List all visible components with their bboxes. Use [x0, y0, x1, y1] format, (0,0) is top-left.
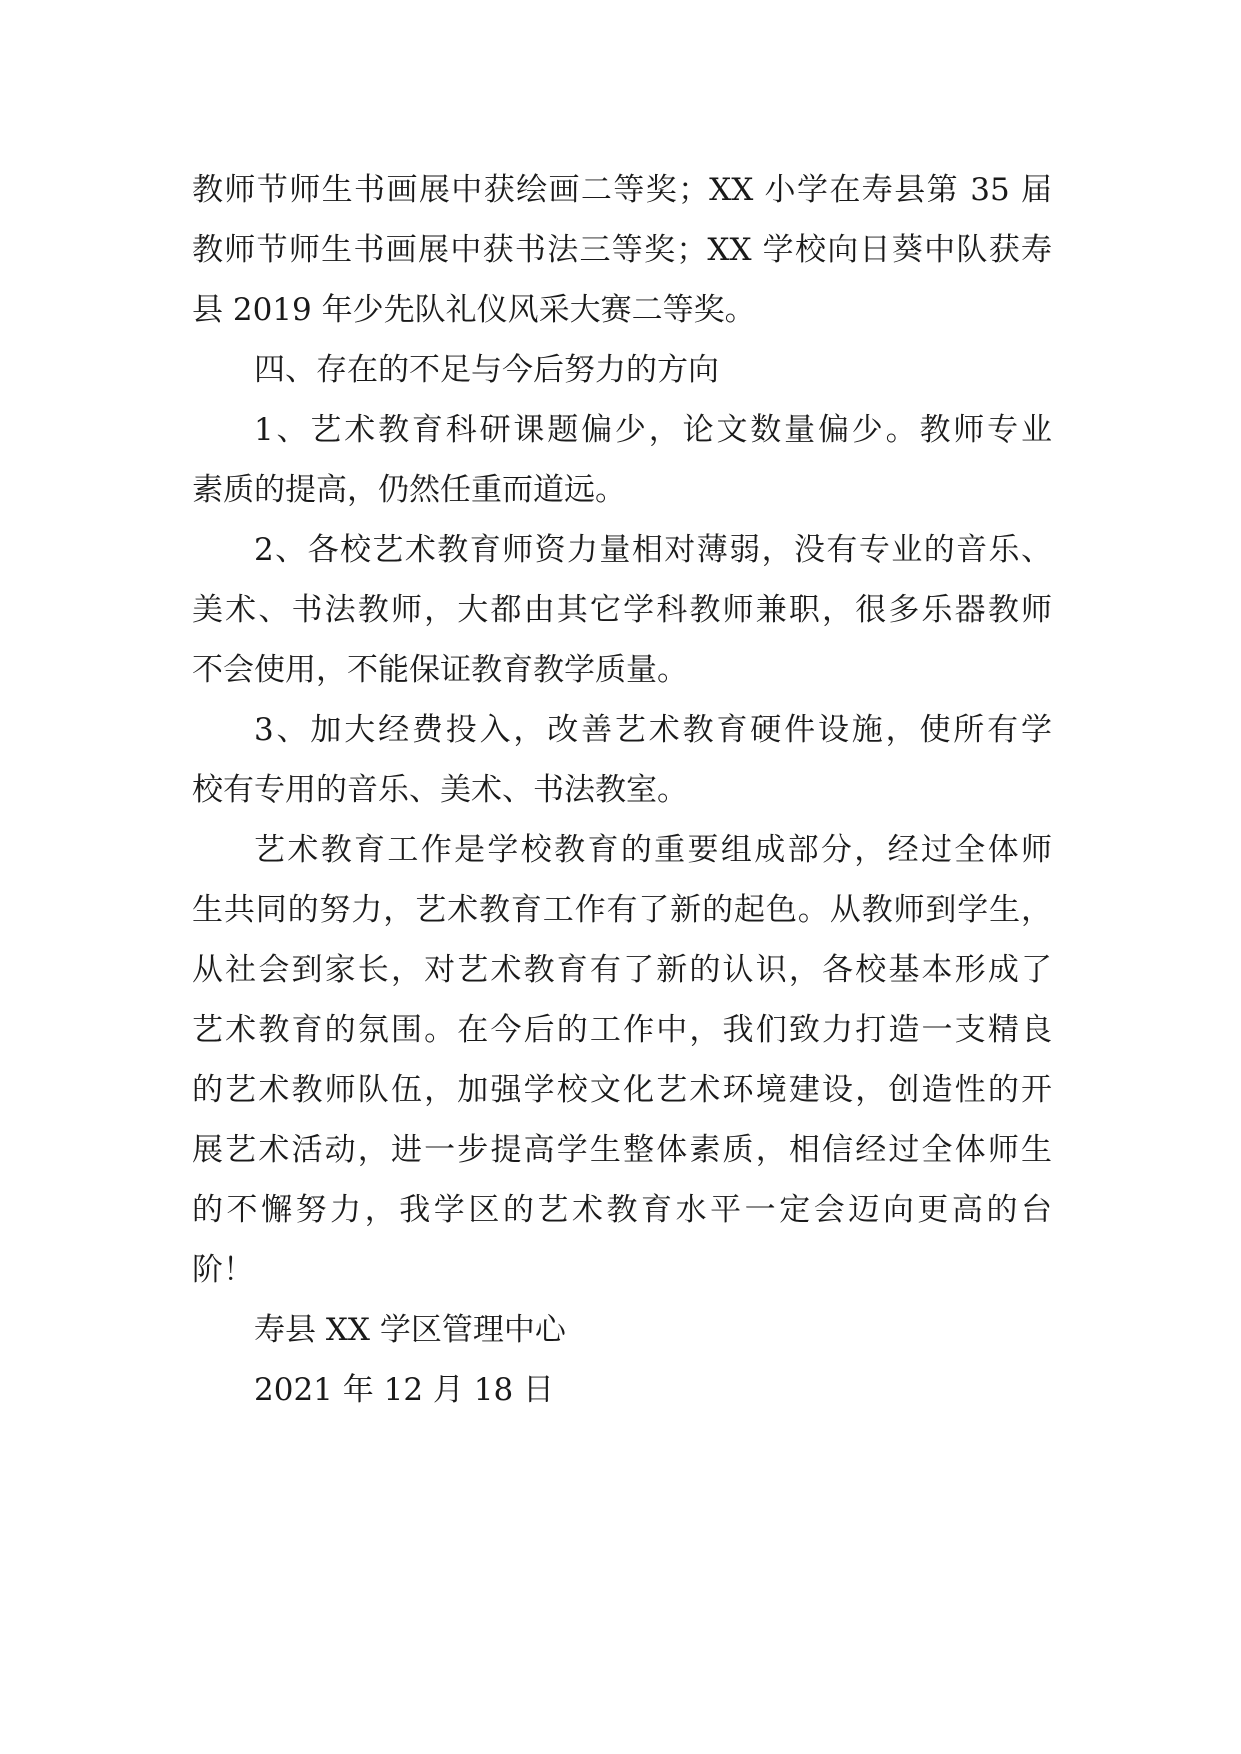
- text-line: 美术、书法教师，大都由其它学科教师兼职，很多乐器教师: [192, 592, 1052, 628]
- text-line: 的不懈努力，我学区的艺术教育水平一定会迈向更高的台: [192, 1192, 1052, 1228]
- signature-date: 2021 年 12 月 18 日: [254, 1372, 555, 1408]
- text-line: 艺术教育工作是学校教育的重要组成部分，经过全体师: [254, 832, 1052, 868]
- document-body: [192, 160, 1052, 1420]
- text-line: 艺术教育的氛围。在今后的工作中，我们致力打造一支精良: [192, 1012, 1052, 1048]
- text-line: 的艺术教师队伍，加强学校文化艺术环境建设，创造性的开: [192, 1072, 1052, 1108]
- text-line: 教师节师生书画展中获书法三等奖；XX 学校向日葵中队获寿: [192, 232, 1052, 268]
- text-line: 县 2019 年少先队礼仪风采大赛二等奖。: [192, 292, 756, 328]
- text-line: 从社会到家长，对艺术教育有了新的认识，各校基本形成了: [192, 952, 1052, 988]
- text-line: 教师节师生书画展中获绘画二等奖；XX 小学在寿县第 35 届: [192, 172, 1052, 208]
- signature-organization: 寿县 XX 学区管理中心: [254, 1312, 566, 1348]
- text-line: 展艺术活动，进一步提高学生整体素质，相信经过全体师生: [192, 1132, 1052, 1168]
- text-line: 3、加大经费投入，改善艺术教育硬件设施，使所有学: [254, 712, 1052, 748]
- text-line: 素质的提高，仍然任重而道远。: [192, 472, 626, 508]
- text-line: 1、艺术教育科研课题偏少，论文数量偏少。教师专业: [254, 412, 1052, 448]
- text-line: 不会使用，不能保证教育教学质量。: [192, 652, 688, 688]
- text-line: 生共同的努力，艺术教育工作有了新的起色。从教师到学生，: [192, 892, 1052, 928]
- text-line: 2、各校艺术教育师资力量相对薄弱，没有专业的音乐、: [254, 532, 1052, 568]
- section-heading: 四、存在的不足与今后努力的方向: [254, 352, 719, 388]
- text-line: 阶！: [192, 1252, 254, 1288]
- text-line: 校有专用的音乐、美术、书法教室。: [192, 772, 688, 808]
